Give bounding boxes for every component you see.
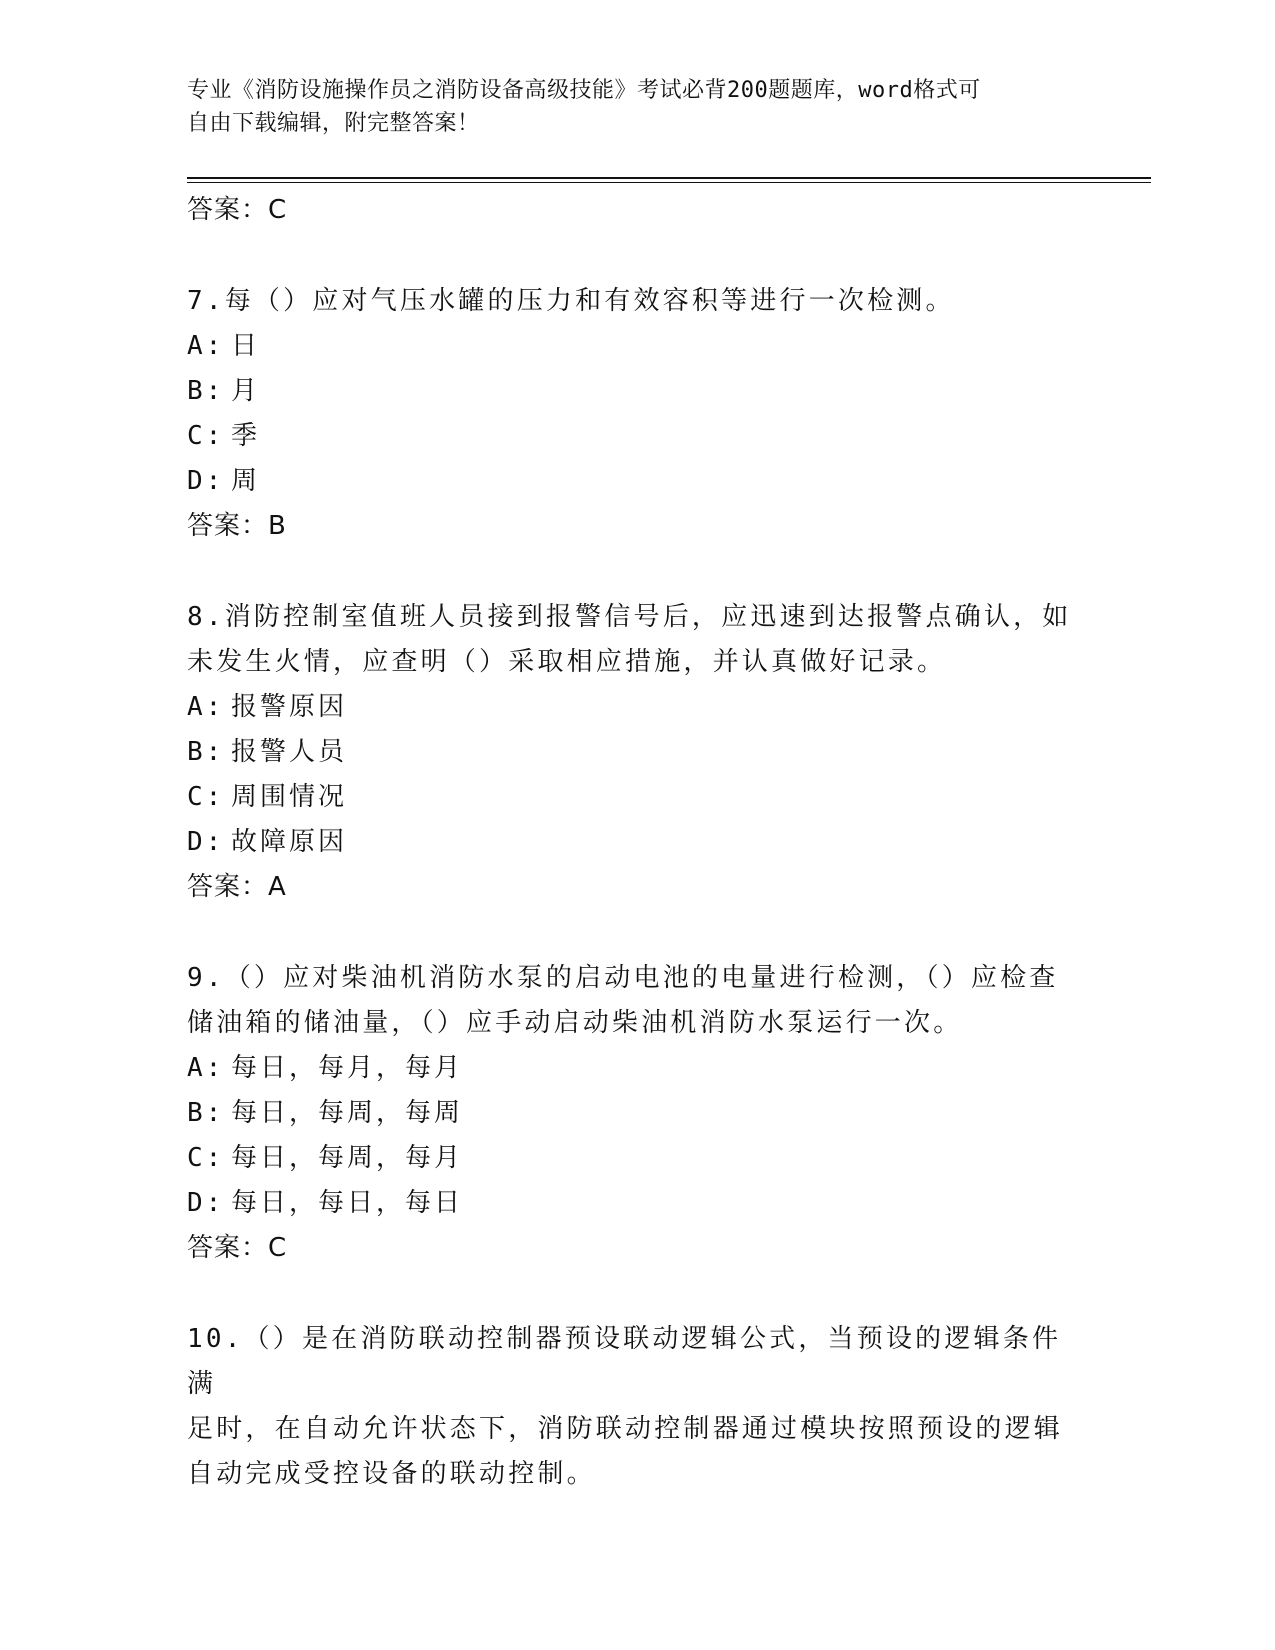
option-key: A:	[187, 331, 225, 361]
option-item	[187, 730, 1087, 775]
option-item	[187, 1136, 1087, 1181]
question-text	[187, 956, 1087, 1046]
option-item	[187, 685, 1087, 730]
question-list	[187, 188, 1087, 1497]
question-text	[187, 279, 1087, 324]
question-item	[187, 595, 1087, 909]
answer-line: 答案：B	[187, 511, 287, 541]
option-text: 每日，每月，每月	[231, 1053, 464, 1083]
option-text: 每日，每周，每周	[231, 1098, 464, 1128]
option-text: 日	[231, 331, 261, 361]
question-item	[187, 279, 1087, 548]
header-divider-thick	[187, 177, 1151, 179]
option-item	[187, 414, 1087, 459]
answer-line: 答案：C	[187, 195, 288, 225]
option-text: 周	[231, 466, 261, 496]
option-key: C:	[187, 782, 225, 812]
question-item	[187, 1317, 1087, 1497]
question-line: 7.每（）应对气压水罐的压力和有效容积等进行一次检测。	[187, 286, 955, 316]
option-item	[187, 820, 1087, 865]
header-line-1: 专业《消防设施操作员之消防设备高级技能》考试必背200题题库，word格式可	[187, 78, 981, 103]
option-item	[187, 775, 1087, 820]
option-item	[187, 459, 1087, 504]
option-item	[187, 1181, 1087, 1226]
header-line-2: 自由下载编辑，附完整答案！	[187, 111, 480, 136]
option-text: 每日，每周，每月	[231, 1143, 464, 1173]
option-key: B:	[187, 1098, 225, 1128]
document-header	[187, 74, 1067, 140]
option-text: 报警人员	[231, 737, 348, 767]
question-line: 自动完成受控设备的联动控制。	[187, 1459, 596, 1489]
option-item	[187, 1091, 1087, 1136]
answer-line: 答案：C	[187, 1233, 288, 1263]
question-text	[187, 595, 1087, 685]
question-line: 8.消防控制室值班人员接到报警信号后，应迅速到达报警点确认，如	[187, 602, 1072, 632]
option-text: 每日，每日，每日	[231, 1188, 464, 1218]
option-key: A:	[187, 692, 225, 722]
option-item	[187, 324, 1087, 369]
option-key: C:	[187, 421, 225, 451]
header-divider-thin	[187, 182, 1151, 183]
option-text: 季	[231, 421, 261, 451]
question-line: 9.（）应对柴油机消防水泵的启动电池的电量进行检测，（）应检查	[187, 963, 1059, 993]
option-key: B:	[187, 376, 225, 406]
question-line: 未发生火情，应查明（）采取相应措施，并认真做好记录。	[187, 647, 947, 677]
question-line: 10.（）是在消防联动控制器预设联动逻辑公式，当预设的逻辑条件满	[187, 1324, 1062, 1399]
option-text: 月	[231, 376, 261, 406]
option-key: A:	[187, 1053, 225, 1083]
option-key: D:	[187, 827, 225, 857]
option-item	[187, 1046, 1087, 1091]
option-item	[187, 369, 1087, 414]
option-key: D:	[187, 1188, 225, 1218]
option-key: B:	[187, 737, 225, 767]
answer-line: 答案：A	[187, 872, 287, 902]
option-key: D:	[187, 466, 225, 496]
question-text	[187, 1317, 1087, 1497]
option-key: C:	[187, 1143, 225, 1173]
option-text: 故障原因	[231, 827, 348, 857]
question-line: 储油箱的储油量，（）应手动启动柴油机消防水泵运行一次。	[187, 1008, 963, 1038]
question-item	[187, 956, 1087, 1270]
option-text: 周围情况	[231, 782, 348, 812]
question-line: 足时，在自动允许状态下，消防联动控制器通过模块按照预设的逻辑	[187, 1414, 1064, 1444]
option-text: 报警原因	[231, 692, 348, 722]
